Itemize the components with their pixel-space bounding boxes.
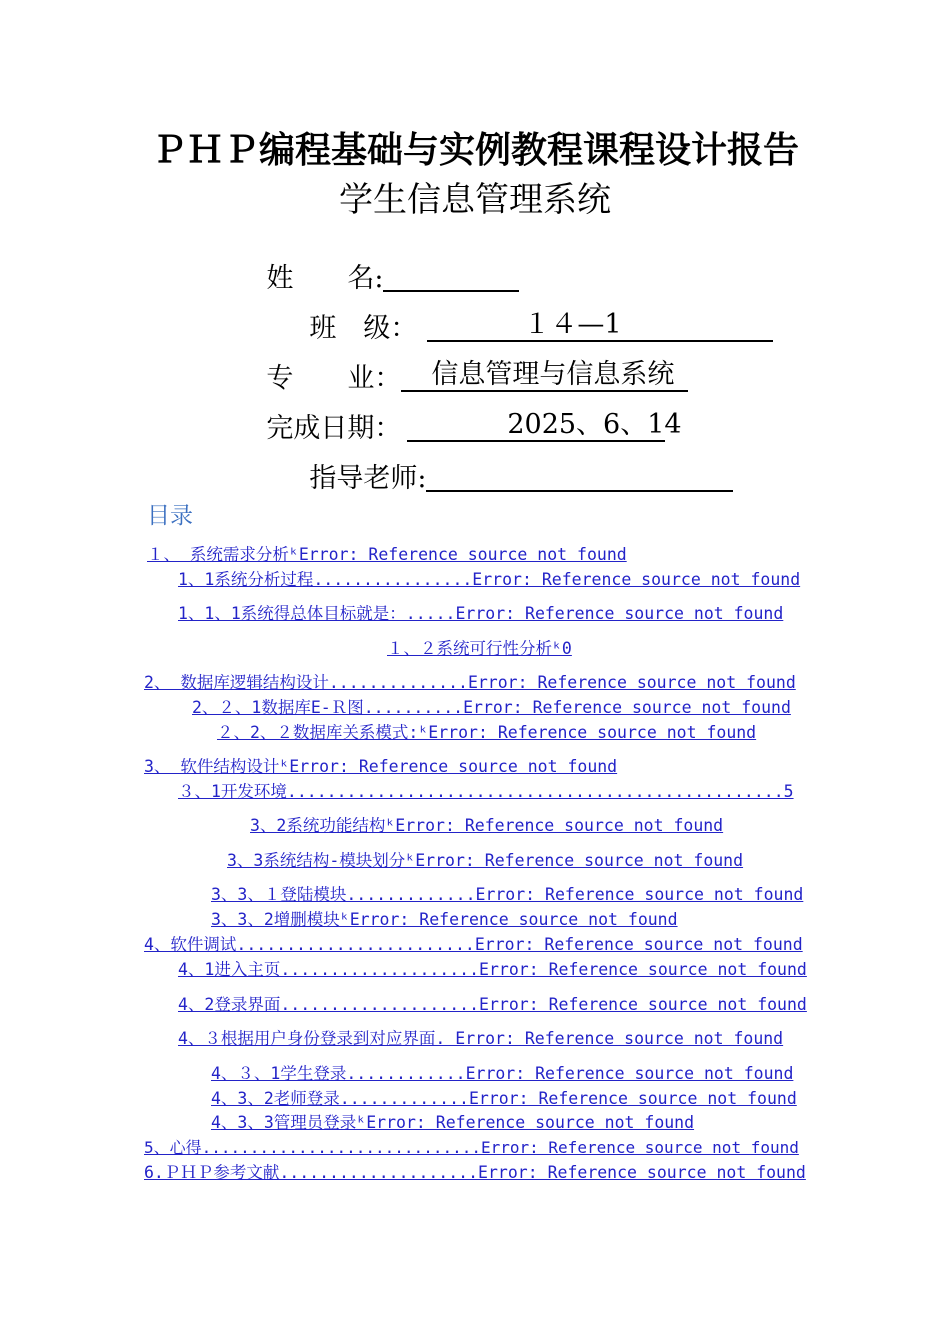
name-label: 姓 名:	[266, 263, 384, 294]
toc-entry[interactable]: 1、1、1系统得总体目标就是：.....Error: Reference source not found	[178, 604, 784, 623]
report-subtitle: 学生信息管理系统	[339, 180, 611, 220]
toc-entry[interactable]: 4、３根据用户身份登录到对应界面. Error: Reference source not found	[178, 1029, 784, 1048]
teacher-label: 指导老师:	[309, 463, 427, 494]
class-value: １４—1	[523, 309, 622, 340]
toc-entry[interactable]: 3、 软件结构设计ᵏError: Reference source not found	[144, 757, 618, 776]
toc-entry[interactable]: 4、３、1学生登录............Error: Reference source not found	[211, 1064, 794, 1083]
toc-entry[interactable]: 1、1系统分析过程................Error: Reference source not found	[178, 570, 801, 589]
toc-entry[interactable]: 4、3、2老师登录.............Error: Reference source not found	[211, 1089, 797, 1108]
toc-entry[interactable]: 4、3、3管理员登录ᵏError: Reference source not found	[211, 1113, 695, 1132]
major-label: 专 业：	[266, 363, 402, 394]
teacher-row	[275, 435, 733, 519]
toc-entry[interactable]: 2、２、1数据库E-Ｒ图..........Error: Reference source not found	[192, 698, 791, 717]
teacher-blank	[426, 462, 733, 492]
toc-entry[interactable]: 3、2系统功能结构ᵏError: Reference source not found	[250, 816, 724, 835]
toc-entry[interactable]: 5、心得.............................Error: Reference source not found	[144, 1138, 799, 1157]
toc-entry[interactable]: 2、 数据库逻辑结构设计..............Error: Reference source not found	[144, 673, 796, 692]
date-label: 完成日期：	[266, 413, 402, 444]
class-label: 班 级：	[309, 313, 418, 344]
toc-entry[interactable]: 3、3、2增删模块ᵏError: Reference source not found	[211, 910, 678, 929]
date-value: 2025、6、14	[507, 409, 682, 440]
toc-entry[interactable]: 4、2登录界面....................Error: Reference source not found	[178, 995, 807, 1014]
toc-entry[interactable]: ２、2、２数据库关系模式:ᵏError: Reference source not found	[217, 723, 757, 742]
toc-entry[interactable]: 4、1进入主页....................Error: Reference source not found	[178, 960, 807, 979]
toc-entry[interactable]: 6.ＰＨＰ参考文献....................Error: Reference source not found	[144, 1163, 806, 1182]
toc-entry[interactable]: １、２系统可行性分析ᵏ0	[387, 639, 572, 658]
toc-heading: 目录	[147, 503, 193, 529]
toc-entry[interactable]: 3、3、１登陆模块.............Error: Reference source not found	[211, 885, 804, 904]
toc-entry[interactable]: １、 系统需求分析ᵏError: Reference source not found	[147, 545, 627, 564]
report-title: ＰＨＰ编程基础与实例教程课程设计报告	[150, 129, 799, 171]
toc-entry[interactable]: 4、软件调试........................Error: Reference source not found	[144, 935, 803, 954]
toc-entry[interactable]: ３、1开发环境..................................................5	[178, 782, 794, 801]
toc-entry[interactable]: 3、3系统结构-模块划分ᵏError: Reference source not found	[227, 851, 744, 870]
major-value: 信息管理与信息系统	[431, 359, 675, 390]
